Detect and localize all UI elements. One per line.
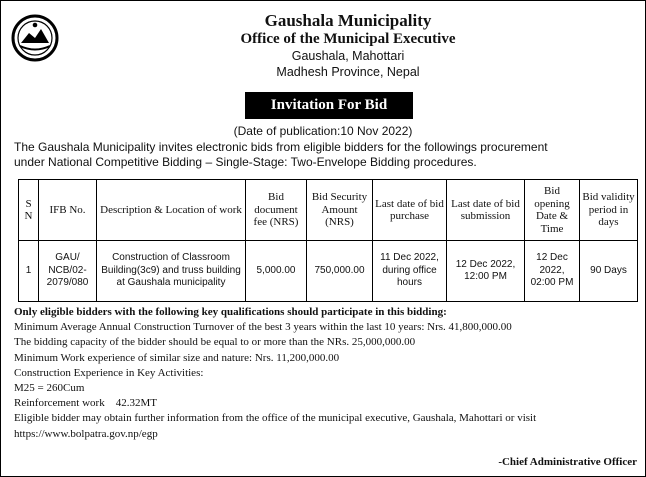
- invitation-banner: Invitation For Bid: [245, 92, 413, 119]
- header-description: Description & Location of work: [97, 180, 246, 241]
- cell-opening: 12 Dec 2022, 02:00 PM: [525, 241, 580, 302]
- cell-last-purchase: 11 Dec 2022, during office hours: [373, 241, 447, 302]
- cell-ifb-no: GAU/ NCB/02-2079/080: [39, 241, 97, 302]
- qualification-line: Construction Experience in Key Activities:: [14, 366, 204, 379]
- header-security: Bid Security Amount (NRS): [307, 180, 373, 241]
- intro-paragraph: [14, 140, 637, 170]
- closing-paragraph: Eligible bidder may obtain further information from the office of the municipal executive, Gaushala, Mahottari or visit https://www.bolpatra.gov.np/egp: [14, 412, 537, 440]
- bid-table: [18, 179, 638, 302]
- qualification-line: Minimum Work experience of similar size and nature: Nrs. 11,200,000.00: [14, 351, 340, 364]
- cell-last-submission: 12 Dec 2022, 12:00 PM: [447, 241, 525, 302]
- cell-sn: 1: [19, 241, 39, 302]
- header-sn: S N: [19, 180, 39, 241]
- header: [61, 11, 635, 80]
- qualification-line: Minimum Average Annual Construction Turnover of the best 3 years within the last 10 years: Nrs. 41,800,000.00: [14, 321, 512, 334]
- header-last-submission: Last date of bid submission: [447, 180, 525, 241]
- header-doc-fee: Bid document fee (NRS): [246, 180, 307, 241]
- municipality-title: Gaushala Municipality: [264, 11, 432, 30]
- qualification-line: M25 = 260Cum: [14, 382, 85, 395]
- header-ifb-no: IFB No.: [39, 180, 97, 241]
- header-validity: Bid validity period in days: [580, 180, 638, 241]
- table-row: [19, 241, 638, 302]
- address-line-2: Madhesh Province, Nepal: [276, 65, 420, 79]
- intro-line-2: under National Competitive Bidding – Single-Stage: Two-Envelope Bidding procedures.: [14, 155, 477, 169]
- header-opening: Bid opening Date & Time: [525, 180, 580, 241]
- address-line-1: Gaushala, Mahottari: [291, 49, 405, 63]
- nepal-emblem-icon: [10, 13, 60, 63]
- table-header-row: [19, 180, 638, 241]
- qualifications-heading: Only eligible bidders with the following key qualifications should participate in this bidding:: [14, 306, 447, 318]
- qualifications-section: [14, 305, 639, 442]
- cell-description: Construction of Classroom Building(3c9) and truss building at Gaushala municipality: [97, 241, 246, 302]
- signature: -Chief Administrative Officer: [498, 456, 637, 468]
- intro-line-1: The Gaushala Municipality invites electronic bids from eligible bidders for the followings procurement: [14, 140, 548, 154]
- header-last-purchase: Last date of bid purchase: [373, 180, 447, 241]
- cell-validity: 90 Days: [580, 241, 638, 302]
- cell-doc-fee: 5,000.00: [246, 241, 307, 302]
- cell-security: 750,000.00: [307, 241, 373, 302]
- qualification-line: Reinforcement work 42.32MT: [14, 397, 157, 410]
- qualification-line: The bidding capacity of the bidder should be equal to or more than the NRs. 25,000,000.00: [14, 336, 416, 349]
- office-title: Office of the Municipal Executive: [240, 31, 456, 47]
- publication-date: (Date of publication:10 Nov 2022): [233, 124, 413, 138]
